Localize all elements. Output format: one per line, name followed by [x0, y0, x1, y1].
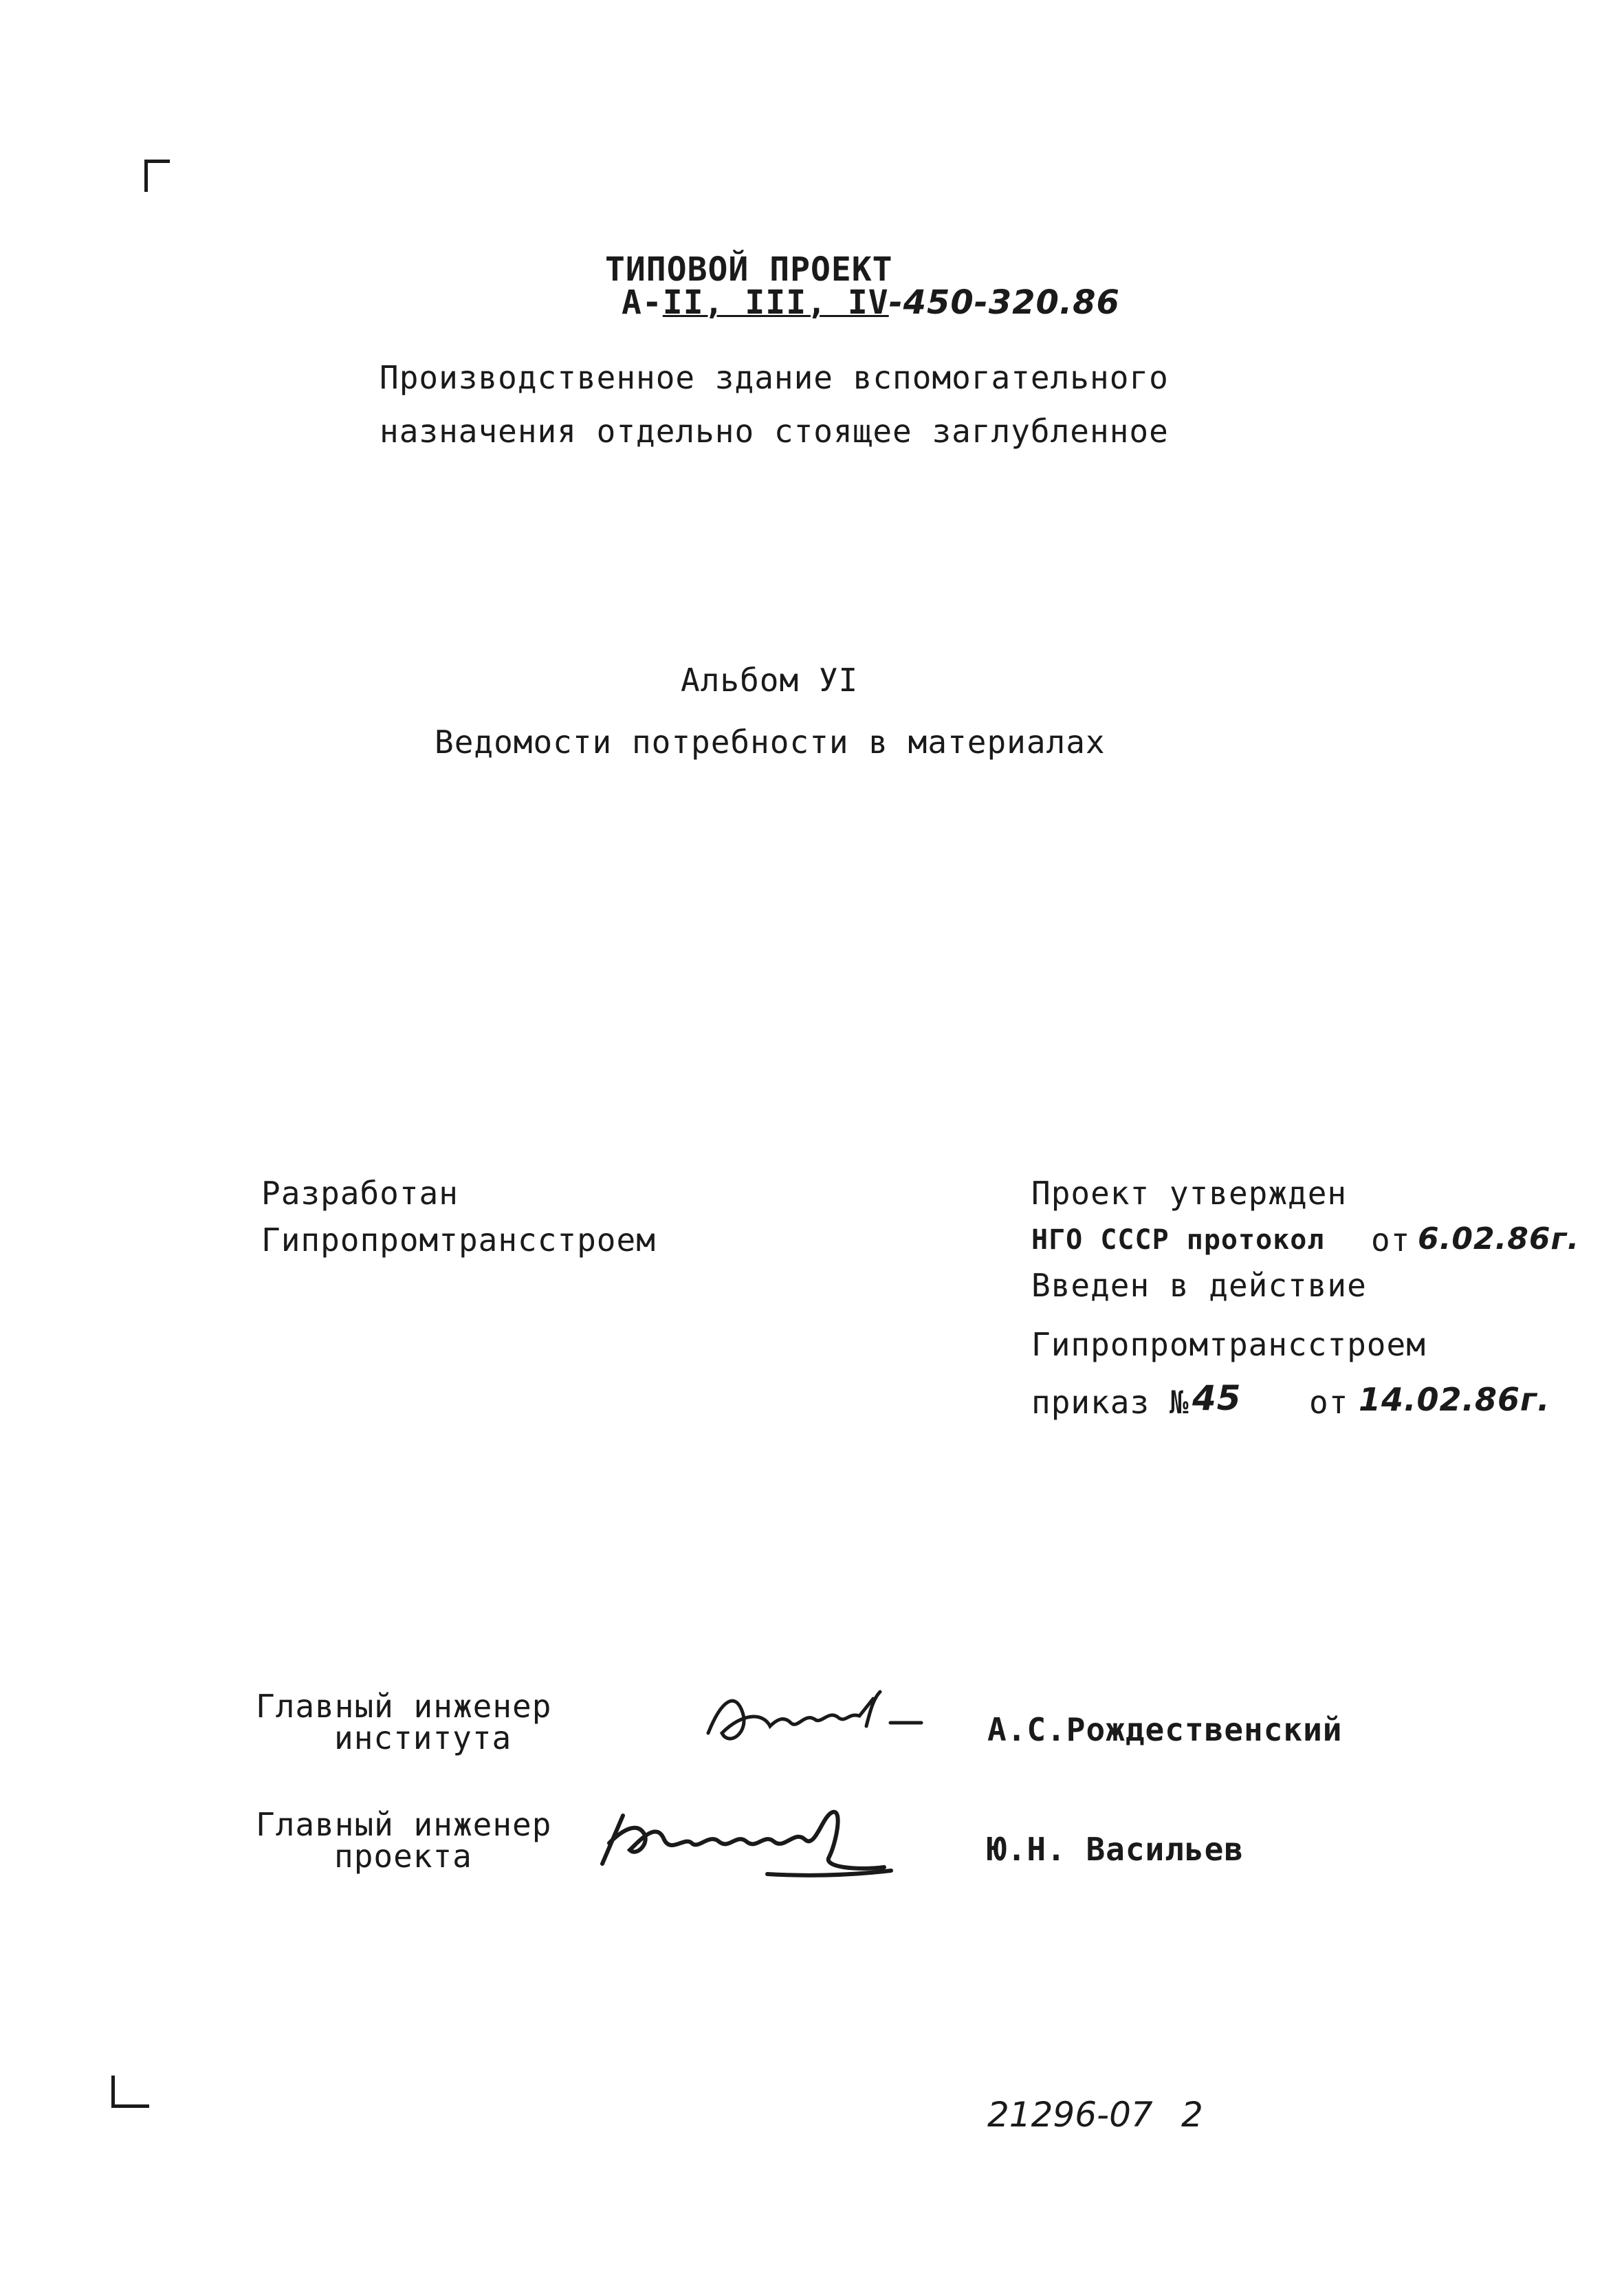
order-label: приказ №	[1031, 1384, 1189, 1421]
developer-organization: Гипропромтрансстроем	[261, 1221, 656, 1259]
bottom-left-corner-mark	[111, 2076, 149, 2108]
signatory-2-role-line2: проекта	[334, 1838, 472, 1875]
project-code-number: -450-320.86	[888, 283, 1120, 322]
signatory-1-name: А.С.Рождественский	[987, 1711, 1343, 1748]
page-number: 2	[1181, 2095, 1203, 2135]
signatory-2-name: Ю.Н. Васильев	[987, 1831, 1244, 1868]
order-date-label: от	[1309, 1384, 1349, 1421]
enacted-label: Введен в действие	[1031, 1267, 1367, 1304]
album-name: Альбом УI	[681, 662, 859, 699]
project-subtitle-line2: назначения отдельно стоящее заглубленное	[380, 413, 1169, 450]
project-title: ТИПОВОЙ ПРОЕКТ	[605, 250, 893, 289]
album-description: Ведомости потребности в материалах	[435, 723, 1106, 761]
signature-1	[701, 1685, 928, 1754]
enacted-organization: Гипропромтрансстроем	[1031, 1326, 1426, 1363]
approval-date: 6.02.86г.	[1418, 1221, 1580, 1256]
signatory-2-role-line1: Главный инженер	[256, 1806, 552, 1843]
signature-2	[595, 1802, 925, 1884]
order-number: 45	[1192, 1378, 1242, 1418]
project-code-prefix: А-	[622, 283, 663, 322]
approval-date-label: от	[1371, 1221, 1411, 1259]
approval-body: НГО СССР протокол	[1031, 1224, 1325, 1256]
approval-label: Проект утвержден	[1031, 1175, 1348, 1212]
developer-label: Разработан	[261, 1175, 459, 1212]
project-subtitle-line1: Производственное здание вспомогательного	[380, 359, 1169, 396]
document-number: 21296-07	[987, 2095, 1153, 2135]
top-left-corner-mark	[144, 160, 170, 192]
project-code-roman: II, III, IV	[662, 283, 889, 322]
signatory-1-role-line2: института	[334, 1719, 512, 1756]
project-code	[622, 283, 1120, 322]
signatory-1-role-line1: Главный инженер	[256, 1688, 552, 1725]
order-date: 14.02.86г.	[1359, 1381, 1550, 1418]
